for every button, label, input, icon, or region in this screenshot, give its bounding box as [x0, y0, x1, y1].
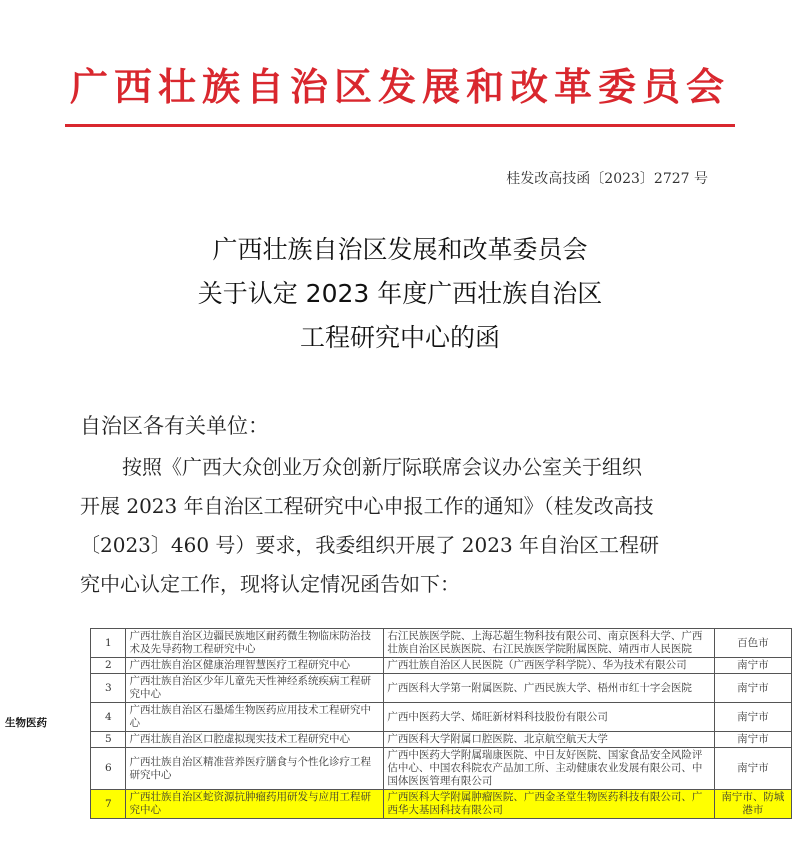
body-line-4: 究中心认定工作，现将认定情况函告如下：: [80, 572, 460, 596]
units-cell: 广西壮族自治区人民医院（广西医学科学院）、华为技术有限公司: [384, 658, 714, 674]
row-index-cell: 4: [91, 703, 126, 732]
table-row: [2, 658, 792, 674]
city-cell: 南宁市: [714, 658, 791, 674]
units-cell: 广西医科大学第一附属医院、广西民族大学、梧州市红十字会医院: [384, 674, 714, 703]
body-line-3: 〔2023〕460 号）要求，我委组织开展了 2023 年自治区工程研: [80, 533, 660, 557]
table-row: [2, 790, 792, 819]
center-name-cell: 广西壮族自治区口腔虚拟现实技术工程研究中心: [126, 732, 384, 748]
city-cell: 南宁市: [714, 703, 791, 732]
units-cell: 右江民族医学院、上海芯超生物科技有限公司、南京医科大学、广西壮族自治区民族医院、右江民族医学院附属医院、靖西市人民医院: [384, 629, 714, 658]
row-index-cell: 7: [91, 790, 126, 819]
units-cell: 广西中医药大学附属瑞康医院、中日友好医院、国家食品安全风险评估中心、中国农科院农产品加工所、主动健康农业发展有限公司、中国体医医管理有限公司: [384, 748, 714, 790]
table-row: [2, 674, 792, 703]
row-index-cell: 3: [91, 674, 126, 703]
center-name-cell: 广西壮族自治区蛇资源抗肿瘤药用研发与应用工程研究中心: [126, 790, 384, 819]
row-index-cell: 6: [91, 748, 126, 790]
units-cell: 广西中医药大学、烯旺新材料科技股份有限公司: [384, 703, 714, 732]
document-number: 桂发改高技函〔2023〕2727 号: [506, 171, 708, 187]
units-cell: 广西医科大学附属口腔医院、北京航空航天大学: [384, 732, 714, 748]
title-line-1: 广西壮族自治区发展和改革委员会: [212, 235, 588, 264]
row-index-cell: 5: [91, 732, 126, 748]
city-cell: 南宁市: [714, 674, 791, 703]
center-name-cell: 广西壮族自治区健康治理智慧医疗工程研究中心: [126, 658, 384, 674]
body-line-2: 开展 2023 年自治区工程研究中心申报工作的通知》（桂发改高技: [80, 494, 654, 518]
city-cell: 南宁市: [714, 732, 791, 748]
red-divider: [65, 124, 735, 127]
document-title: [0, 228, 800, 360]
city-cell: 百色市: [714, 629, 791, 658]
body-line-1: 按照《广西大众创业万众创新厅际联席会议办公室关于组织: [122, 455, 642, 479]
salutation: 自治区各有关单位：: [80, 414, 269, 438]
row-index-cell: 1: [91, 629, 126, 658]
table-row: [2, 629, 792, 658]
table-row: [2, 703, 792, 732]
city-cell: 南宁市、防城港市: [714, 790, 791, 819]
city-cell: 南宁市: [714, 748, 791, 790]
units-cell: 广西医科大学附属肿瘤医院、广西金圣堂生物医药科技有限公司、广西华大基因科技有限公司: [384, 790, 714, 819]
title-line-3: 工程研究中心的函: [299, 323, 500, 352]
center-name-cell: 广西壮族自治区精准营养医疗膳食与个性化诊疗工程研究中心: [126, 748, 384, 790]
table-row: [2, 732, 792, 748]
issuer-header: 广西壮族自治区发展和改革委员会: [69, 64, 730, 109]
row-index-cell: 2: [91, 658, 126, 674]
center-name-cell: 广西壮族自治区石墨烯生物医药应用技术工程研究中心: [126, 703, 384, 732]
center-list-table: [2, 628, 792, 819]
center-name-cell: 广西壮族自治区边疆民族地区耐药微生物临床防治技术及先导药物工程研究中心: [126, 629, 384, 658]
center-name-cell: 广西壮族自治区少年儿童先天性神经系统疾病工程研究中心: [126, 674, 384, 703]
body-paragraph: [80, 448, 720, 604]
table-row: [2, 748, 792, 790]
title-line-2: 关于认定 2023 年度广西壮族自治区: [197, 279, 603, 308]
category-cell: 生物医药: [5, 717, 47, 729]
